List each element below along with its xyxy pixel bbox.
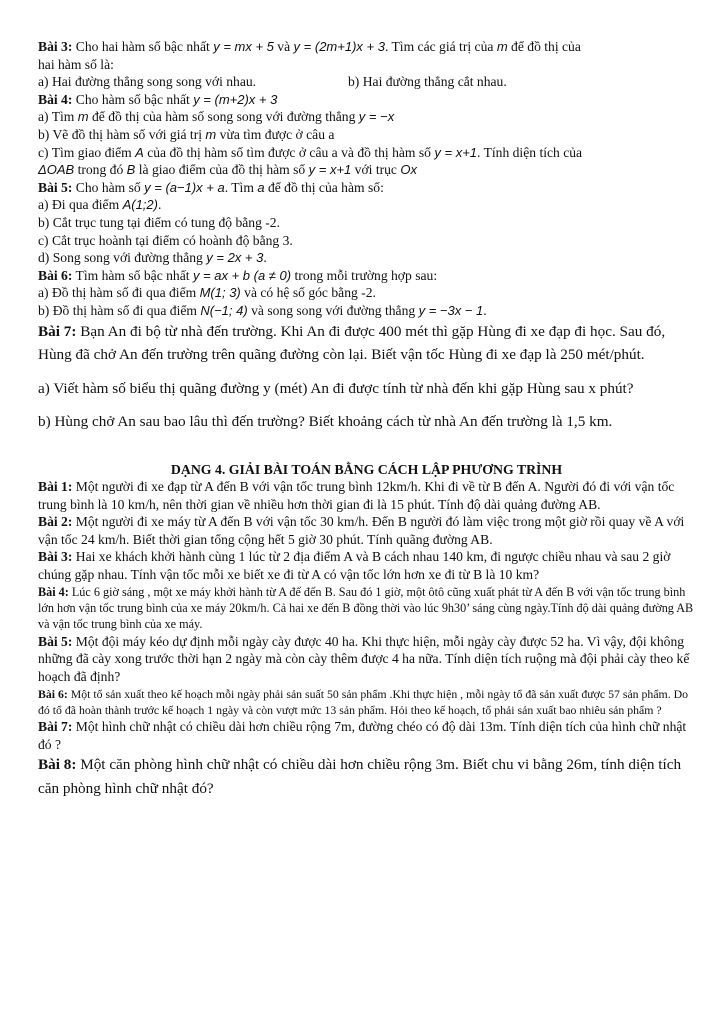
bai3-line: Bài 3: Cho hai hàm số bậc nhất y = mx + 5 và y = (2m+1)x + 3. Tìm các giá trị của m để đồ thị của	[38, 39, 581, 54]
bai5-b: b) Cắt trục tung tại điểm có tung độ bằng -2.	[38, 214, 280, 230]
section-heading: DẠNG 4. GIẢI BÀI TOÁN BẰNG CÁCH LẬP PHƯƠNG TRÌNH	[170, 461, 563, 477]
d4-bai5: Bài 5: Một đội máy kéo dự định mỗi ngày cày được 40 ha. Khi thực hiện, mỗi ngày cày được 52 ha. Vì vậy, đội không những đã cày xong trước thời hạn 2 ngày mà còn cày thêm được 4 ha nữa. Tính diện tích ruộng mà đội phải cày theo kế hoạch đã định?	[38, 633, 690, 685]
d4-bai7: Bài 7: Một hình chữ nhật có chiều dài hơn chiều rộng 7m, đường chéo có độ dài 13m. Tính diện tích của hình chữ nhật đó ?	[38, 719, 687, 752]
bai3-eq1: y = mx + 5	[213, 39, 274, 54]
d4-bai3: Bài 3: Hai xe khách khởi hành cùng 1 lúc từ 2 địa điểm A và B cách nhau 140 km, đi ngược chiều nhau và sau 2 giờ chúng gặp nhau. Tính vận tốc mỗi xe biết xe đi từ A có vận tốc lớn hơn xe đi từ B là 10 km?	[38, 549, 671, 583]
bai5-a: a) Đi qua điểm A(1;2).	[38, 197, 162, 213]
bai4-c2: ΔOAB trong đó B là giao điểm của đồ thị hàm số y = x+1 với trục Ox	[38, 162, 417, 178]
bai4-c: c) Tìm giao điểm A của đồ thị hàm số tìm được ở câu a và đồ thị hàm số y = x+1. Tính diện tích của	[38, 144, 583, 160]
bai7-text: Bài 7: Bạn An đi bộ từ nhà đến trường. Khi An đi được 400 mét thì gặp Hùng đi xe đạp đi học. Sau đó, Hùng đã chở An đến trường trên quãng đường còn lại. Biết vận tốc Hùng đi xe đạp là 250 mét/phút.	[38, 322, 666, 363]
bai6-eq: y = ax + b (a ≠ 0)	[192, 267, 292, 283]
d4-bai1: Bài 1: Một người đi xe đạp từ A đến B với vận tốc trung bình 12km/h. Khi đi về từ B đến A. Người đó đi với vận tốc trung bình là 10 km/h, nên thời gian về nhiều hơn thời gian đi là 15 phút. Tính độ dài quảng đường AB.	[38, 479, 675, 512]
bai4-line: Bài 4: Cho hàm số bậc nhất y = (m+2)x + 3	[38, 91, 278, 107]
bai3-label: Bài 3:	[38, 39, 73, 54]
bai6-b: b) Đồ thị hàm số đi qua điểm N(−1; 4) và song song với đường thẳng y = −3x − 1.	[38, 302, 487, 318]
bai4-eq: y = (m+2)x + 3	[193, 91, 278, 107]
spacer	[38, 434, 695, 451]
bai5-label: Bài 5:	[38, 179, 73, 195]
bai3-options	[38, 73, 695, 91]
bai3-line2: hai hàm số là:	[38, 56, 114, 72]
spacer	[38, 367, 695, 377]
bai7-b: b) Hùng chở An sau bao lâu thì đến trường? Biết khoảng cách từ nhà An đến trường là 1,5 km.	[38, 413, 613, 430]
bai3-eq2: y = (2m+1)x + 3	[293, 39, 385, 54]
bai4-label: Bài 4:	[38, 91, 73, 107]
bai6-line: Bài 6: Tìm hàm số bậc nhất y = ax + b (a ≠ 0) trong mỗi trường hợp sau:	[38, 267, 438, 283]
bai5-d: d) Song song với đường thẳng y = 2x + 3.	[38, 250, 267, 266]
bai3-b: b) Hai đường thẳng cắt nhau.	[348, 74, 507, 90]
bai5-c: c) Cắt trục hoành tại điểm có hoành độ bằng 3.	[38, 232, 293, 248]
spacer	[38, 451, 695, 461]
bai7-label: Bài 7:	[38, 322, 77, 340]
bai4-b: b) Vẽ đồ thị hàm số với giá trị m vừa tìm được ở câu a	[38, 126, 335, 142]
bai5-eq: y = (a−1)x + a	[144, 179, 225, 195]
bai7-a: a) Viết hàm số biểu thị quãng đường y (mét) An đi được tính từ nhà đến khi gặp Hùng sau x phút?	[38, 379, 634, 397]
d4-bai2: Bài 2: Một người đi xe máy từ A đến B với vận tốc 30 km/h. Đến B người đó làm việc trong một giờ rồi quay về A với vận tốc 24 km/h. Biết thời gian tổng cộng hết 5 giờ 30 phút. Tính quãng đường AB.	[38, 514, 685, 547]
bai6-label: Bài 6:	[38, 267, 73, 283]
bai6-a: a) Đồ thị hàm số đi qua điểm M(1; 3) và có hệ số góc bằng -2.	[38, 285, 376, 301]
d4-bai6: Bài 6: Một tổ sản xuất theo kế hoạch mỗi ngày phải sản suất 50 sản phẩm .Khi thực hiện , mỗi ngày tổ đã sản xuất được 57 sản phẩm. Do đó tổ đã hoàn thành trước kế hoạch 1 ngày và còn vượt mức 13 sản phẩm. Hỏi theo kế hoạch, tổ phải sản xuất bao nhiêu sản phẩm ?	[38, 686, 689, 717]
d4-bai8: Bài 8: Một căn phòng hình chữ nhật có chiều dài hơn chiều rộng 3m. Biết chu vi bằng 26m, tính diện tích căn phòng hình chữ nhật đó?	[38, 756, 682, 797]
d4-bai4: Bài 4: Lúc 6 giờ sáng , một xe máy khởi hành từ A để đến B. Sau đó 1 giờ, một ôtô cũng xuất phát từ A đến B với vận tốc trung bình lớn hơn vận tốc trung bình của xe máy 20km/h. Cả hai xe đến B đồng thời vào lúc 9h30’ sáng cùng ngày.Tính độ dài quảng đường AB và vận tốc trung bình của xe máy.	[38, 584, 694, 632]
bai5-line: Bài 5: Cho hàm số y = (a−1)x + a. Tìm a để đồ thị của hàm số:	[38, 179, 384, 195]
bai4-a: a) Tìm m để đồ thị của hàm số song song với đường thẳng y = −x	[38, 109, 395, 125]
spacer	[38, 400, 695, 410]
bai3-a: a) Hai đường thẳng song song với nhau.	[38, 74, 257, 90]
